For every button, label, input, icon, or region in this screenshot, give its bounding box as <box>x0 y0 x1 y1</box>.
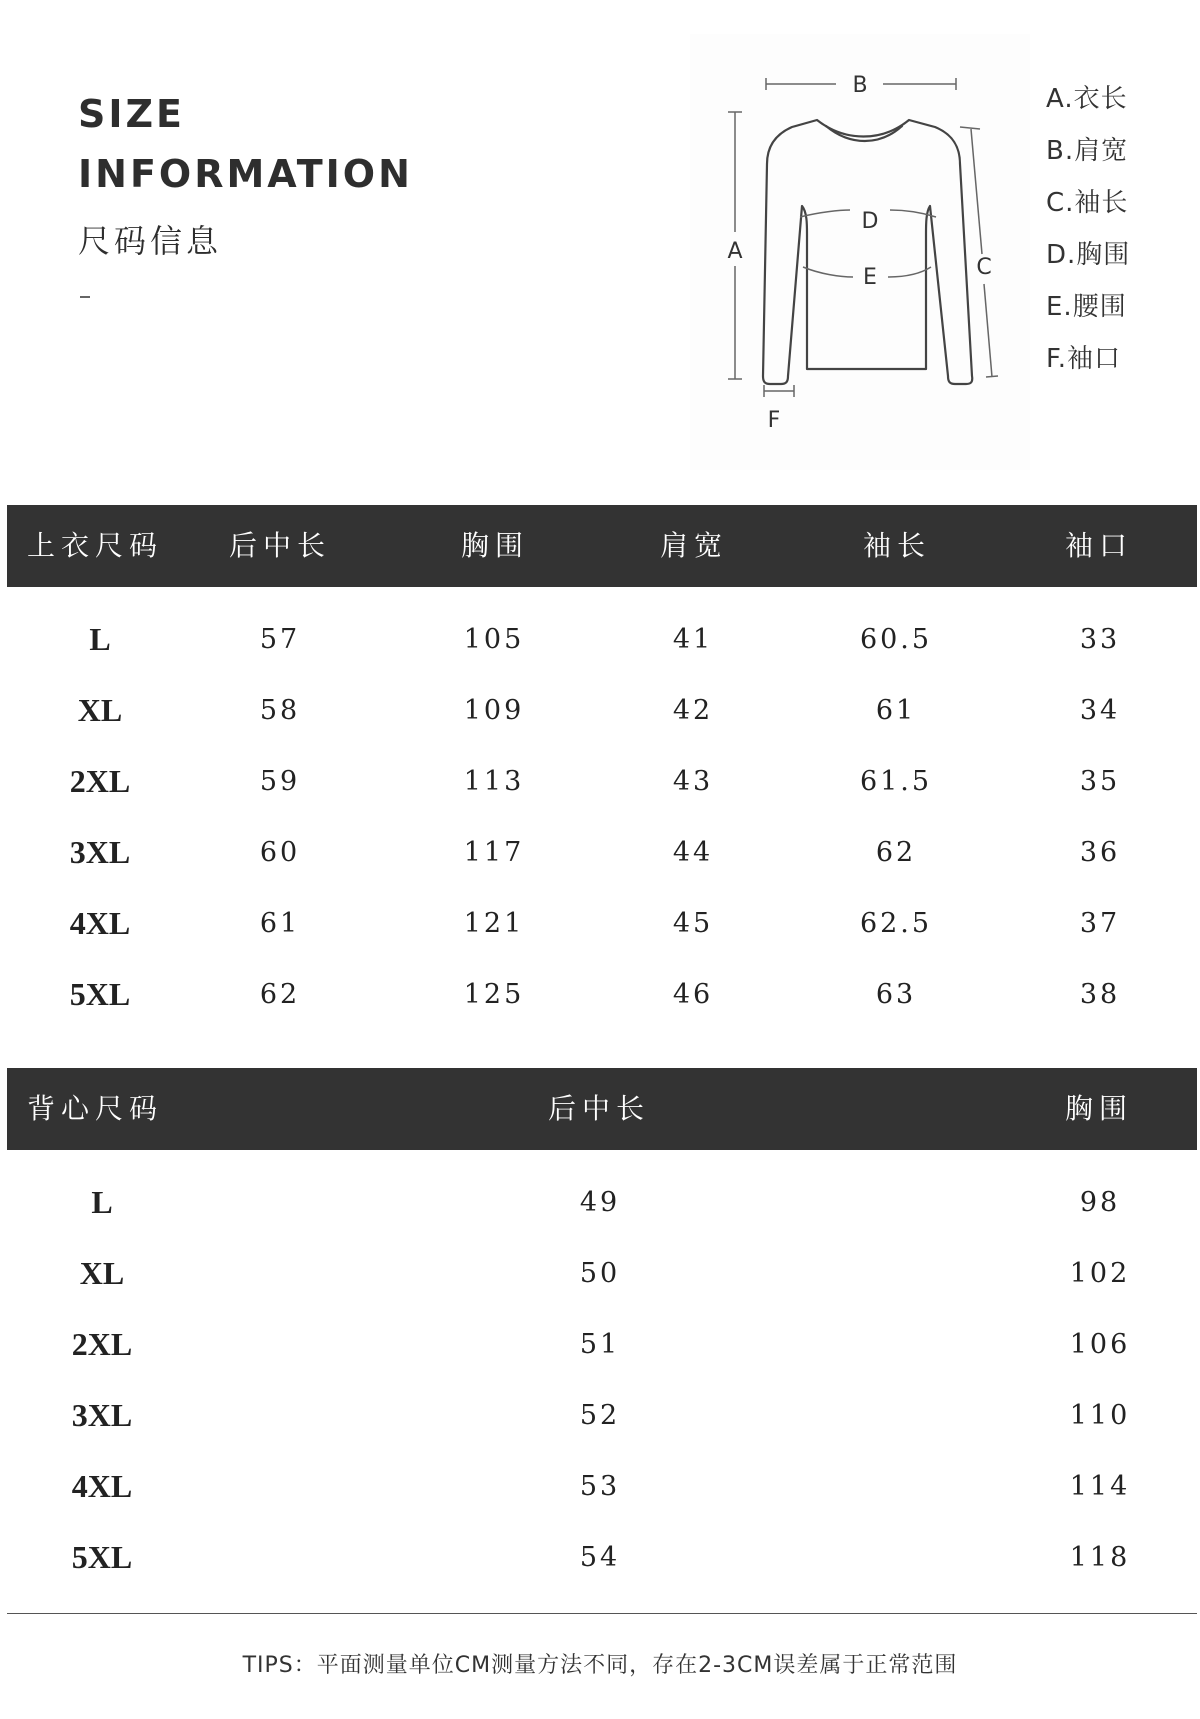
cell-size: 4XL <box>71 1468 133 1504</box>
cell-sleeve: 60.5 <box>859 624 933 655</box>
page-title-cn: 尺码信息 <box>78 222 223 260</box>
legend-item: D.胸围 <box>1046 240 1131 270</box>
cell-back-length: 52 <box>579 1400 621 1431</box>
table-row <box>0 604 1200 675</box>
cell-back-length: 61 <box>259 908 301 939</box>
label-c: C <box>976 255 992 280</box>
cell-shoulder: 45 <box>672 908 714 939</box>
cell-chest: 110 <box>1069 1400 1131 1431</box>
table-row <box>0 817 1200 888</box>
title-dash-divider <box>80 296 90 298</box>
cell-back-length: 57 <box>259 624 301 655</box>
cell-shoulder: 44 <box>672 837 714 868</box>
cell-size: 3XL <box>71 1397 133 1433</box>
cell-size: XL <box>77 692 123 728</box>
cell-back-length: 53 <box>579 1471 621 1502</box>
table-row <box>0 1380 1200 1451</box>
legend-item: F.袖口 <box>1046 344 1122 374</box>
cell-size: 2XL <box>71 1326 133 1362</box>
label-f: F <box>767 408 781 433</box>
footer-divider <box>7 1613 1197 1614</box>
table-row <box>0 675 1200 746</box>
cell-size: 2XL <box>69 763 131 799</box>
header-back-length: 后中长 <box>548 1092 651 1125</box>
legend-item: E.腰围 <box>1046 292 1127 322</box>
cell-cuff: 34 <box>1079 695 1121 726</box>
cell-shoulder: 41 <box>672 624 714 655</box>
cell-sleeve: 62.5 <box>859 908 933 939</box>
table-row <box>0 746 1200 817</box>
cell-size: 3XL <box>69 834 131 870</box>
header-chest: 胸围 <box>461 529 530 562</box>
header-back-length: 后中长 <box>229 529 332 562</box>
cell-chest: 114 <box>1069 1471 1131 1502</box>
cell-size: 4XL <box>69 905 131 941</box>
cell-cuff: 38 <box>1079 979 1121 1010</box>
legend-item: C.袖长 <box>1046 188 1129 218</box>
page-title-en-line1: SIZE <box>78 92 186 136</box>
cell-sleeve: 61.5 <box>859 766 933 797</box>
cell-back-length: 62 <box>259 979 301 1010</box>
header-top-size: 上衣尺码 <box>27 529 164 562</box>
shirt-measurement-diagram <box>690 34 1030 470</box>
cell-sleeve: 62 <box>875 837 917 868</box>
cell-cuff: 33 <box>1079 624 1121 655</box>
shirt-outline <box>763 120 972 384</box>
label-e: E <box>863 265 877 290</box>
cell-cuff: 36 <box>1079 837 1121 868</box>
cell-chest: 102 <box>1069 1258 1131 1289</box>
cell-shoulder: 42 <box>672 695 714 726</box>
cell-size: 5XL <box>69 976 131 1012</box>
cell-cuff: 35 <box>1079 766 1121 797</box>
cell-size: L <box>91 1184 113 1220</box>
table-row <box>0 1522 1200 1593</box>
cell-back-length: 51 <box>579 1329 621 1360</box>
measurement-legend <box>1046 80 1130 392</box>
vest-table-header <box>7 1068 1197 1150</box>
header-vest-size: 背心尺码 <box>27 1092 164 1125</box>
cell-size: XL <box>79 1255 125 1291</box>
table-row <box>0 1167 1200 1238</box>
cell-size: L <box>89 621 111 657</box>
cell-chest: 105 <box>463 624 525 655</box>
top-table-header <box>7 505 1197 587</box>
cell-chest: 118 <box>1069 1542 1131 1573</box>
legend-item: B.肩宽 <box>1046 136 1129 166</box>
cell-chest: 98 <box>1079 1187 1121 1218</box>
header-cuff: 袖口 <box>1065 529 1134 562</box>
shirt-collar-inner <box>826 126 902 141</box>
cell-back-length: 54 <box>579 1542 621 1573</box>
table-row <box>0 959 1200 1030</box>
header-shoulder: 肩宽 <box>660 529 729 562</box>
cell-chest: 121 <box>463 908 525 939</box>
cell-back-length: 58 <box>259 695 301 726</box>
cell-chest: 125 <box>463 979 525 1010</box>
cell-back-length: 49 <box>579 1187 621 1218</box>
cell-sleeve: 63 <box>875 979 917 1010</box>
cell-sleeve: 61 <box>875 695 917 726</box>
header-chest: 胸围 <box>1065 1092 1134 1125</box>
cell-shoulder: 43 <box>672 766 714 797</box>
cell-chest: 113 <box>463 766 525 797</box>
cell-shoulder: 46 <box>672 979 714 1010</box>
label-a: A <box>727 239 743 264</box>
cell-back-length: 60 <box>259 837 301 868</box>
header-sleeve-length: 袖长 <box>863 529 932 562</box>
label-d: D <box>861 209 879 234</box>
table-row <box>0 1451 1200 1522</box>
cell-chest: 109 <box>463 695 525 726</box>
table-row <box>0 1238 1200 1309</box>
cell-chest: 106 <box>1069 1329 1131 1360</box>
cell-cuff: 37 <box>1079 908 1121 939</box>
legend-item: A.衣长 <box>1046 84 1128 114</box>
tips-note: TIPS：平面测量单位CM测量方法不同，存在2-3CM误差属于正常范围 <box>242 1653 958 1678</box>
page-title-en-line2: INFORMATION <box>78 152 413 196</box>
cell-chest: 117 <box>463 837 525 868</box>
table-row <box>0 1309 1200 1380</box>
cell-size: 5XL <box>71 1539 133 1575</box>
cell-back-length: 50 <box>579 1258 621 1289</box>
label-b: B <box>852 73 868 98</box>
cell-back-length: 59 <box>259 766 301 797</box>
table-row <box>0 888 1200 959</box>
